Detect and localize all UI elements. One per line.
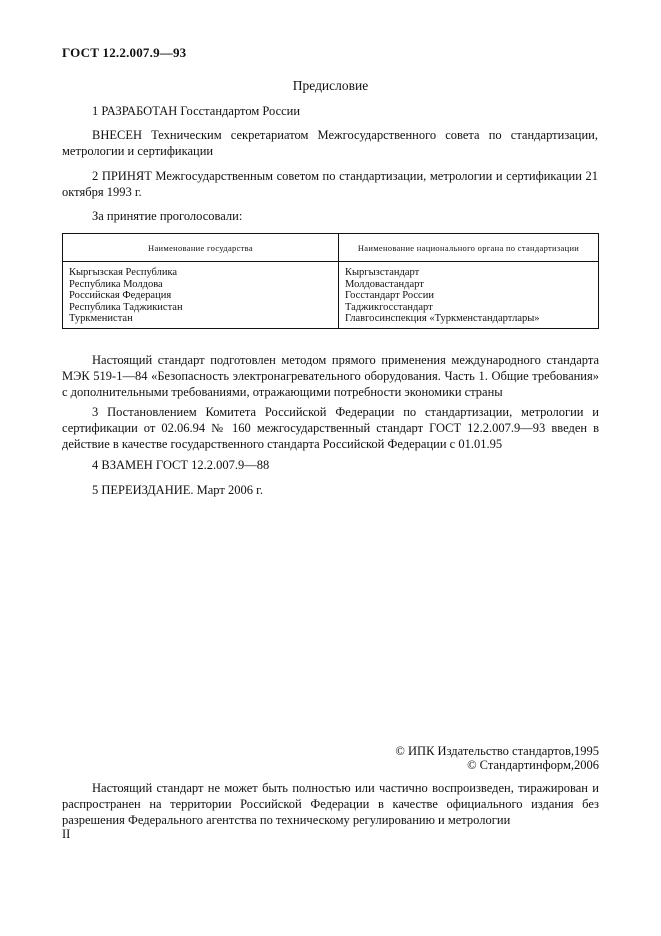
copyright-line-1995: © ИПК Издательство стандартов,1995 — [395, 744, 599, 758]
standards-body-name: Госстандарт России — [345, 290, 434, 301]
page-number: II — [62, 827, 71, 841]
paragraph-reissue: 5 ПЕРЕИЗДАНИЕ. Март 2006 г. — [92, 483, 263, 497]
paragraph-replaces: 4 ВЗАМЕН ГОСТ 12.2.007.9—88 — [92, 458, 270, 472]
paragraph-adopted: 2 ПРИНЯТ Межгосударственным советом по стандартизации, метрологии и сертификации 21 октября 1993 г. — [62, 169, 598, 199]
reproduction-notice: Настоящий стандарт не может быть полностью или частично воспроизведен, тиражирован и распространен на территории Российской Федерации в качестве официального издания без разрешения Федерального агентства по техническому регулированию и метрологии — [62, 781, 599, 827]
paragraph-resolution: 3 Постановлением Комитета Российской Федерации по стандартизации, метрологии и сертификации от 02.06.94 № 160 межгосударственный стандарт ГОСТ 12.2.007.9—93 введен в действие в качестве государственного стандарта Российской Федерации с 01.01.95 — [62, 405, 599, 451]
standards-body-name: Таджикгосстандарт — [345, 301, 433, 313]
copyright-line-2006: © Стандартинформ,2006 — [467, 758, 599, 772]
state-name: Российская Федерация — [69, 290, 172, 301]
column-header-standards-body: Наименование национального органа по стандартизации — [339, 234, 599, 262]
section-title: Предисловие — [292, 78, 369, 93]
states-cell — [63, 262, 339, 329]
paragraph-prepared: Настоящий стандарт подготовлен методом прямого применения международного стандарта МЭК 519-1—84 «Безопасность электронагревательного оборудования. Часть 1. Общие требования» с дополнительными требованиями, отражающими потребности экономики страны — [62, 353, 599, 399]
paragraph-introduced: ВНЕСЕН Техническим секретариатом Межгосударственного совета по стандартизации, метрологии и сертификации — [62, 128, 598, 158]
state-name: Республика Таджикистан — [69, 301, 183, 313]
document-code-header: ГОСТ 12.2.007.9—93 — [62, 45, 187, 60]
table-header-row — [63, 234, 599, 262]
standards-body-name: Молдовастандарт — [345, 278, 424, 290]
paragraph-voted: За принятие проголосовали: — [92, 209, 243, 223]
table-row — [63, 262, 599, 329]
column-header-state: Наименование государства — [63, 234, 339, 262]
state-name: Республика Молдова — [69, 278, 163, 290]
state-name: Кыргызская Республика — [69, 267, 178, 278]
standards-body-name: Главгосинспекция «Туркменстандартлары» — [345, 313, 540, 324]
state-name: Туркменистан — [69, 313, 133, 324]
paragraph-developed: 1 РАЗРАБОТАН Госстандартом России — [92, 104, 301, 118]
bodies-cell — [339, 262, 599, 329]
voting-table — [62, 233, 599, 329]
standards-body-name: Кыргызстандарт — [345, 267, 420, 278]
